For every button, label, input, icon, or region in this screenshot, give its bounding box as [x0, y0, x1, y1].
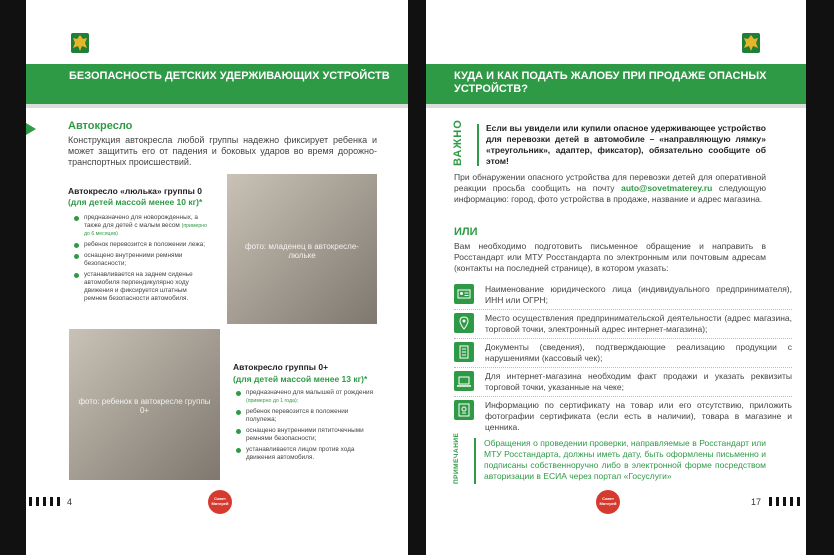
note-divider	[474, 438, 476, 484]
requirement-item	[454, 342, 792, 364]
appeal-paragraph: Вам необходимо подготовить письменное обращение и направить в Росстандарт или МТУ Росстандарта по электронным или почтовым адресам (контакты на последней странице), в котором указать:	[454, 241, 766, 273]
row-divider	[454, 309, 792, 310]
list-item	[72, 271, 210, 303]
list-item-text: ребенок перевозится в положении лежа;	[84, 241, 205, 248]
group0-list	[72, 214, 210, 306]
requirement-text: Место осуществления предпринимательской деятельности (адрес магазина, торговой точки, электронный адрес интернет-магазина);	[485, 313, 792, 334]
row-divider	[454, 367, 792, 368]
sovet-materey-logo	[596, 490, 620, 514]
right-header-title: КУДА И КАК ПОДАТЬ ЖАЛОБУ ПРИ ПРОДАЖЕ ОПАСНЫХ УСТРОЙСТВ?	[454, 70, 767, 95]
requirement-item	[454, 284, 792, 306]
requirement-item	[454, 313, 792, 335]
header-shadow	[426, 104, 806, 108]
report-text-before: При обнаружении опасного устройства для перевозки детей для оперативной реакции просьба сообщить на почту	[454, 172, 766, 193]
group0plus-title: Автокресло группы 0+	[233, 362, 329, 372]
sovet-materey-logo	[208, 490, 232, 514]
list-item-text: ребенок перевозится в положении полулежа;	[246, 408, 349, 423]
note-text: Обращения о проведении проверки, направляемые в Росстандарт или МТУ Росстандарта, должны иметь дату, быть оформлены письменно и подписаны собственноручно либо в электронной форме посредством авторизации в ЕСИА через портал «Госуслуги»	[484, 438, 766, 481]
left-header-title: БЕЗОПАСНОСТЬ ДЕТСКИХ УДЕРЖИВАЮЩИХ УСТРОЙСТВ	[69, 70, 390, 82]
page-marker-dots	[29, 497, 60, 506]
left-header-band	[26, 64, 408, 104]
or-label: ИЛИ	[454, 226, 478, 238]
page-number: 17	[751, 497, 762, 507]
list-item	[234, 408, 380, 424]
row-divider	[454, 396, 792, 397]
coat-of-arms-icon	[739, 31, 763, 57]
list-item	[72, 241, 210, 249]
rear-facing-seat-photo	[69, 329, 220, 480]
list-item	[234, 389, 380, 405]
laptop-icon	[454, 371, 474, 391]
list-item-note: (примерно до 6 месяцев)	[84, 223, 208, 237]
email-link[interactable]: auto@sovetmaterey.ru	[621, 183, 713, 193]
section-title: Автокресло	[68, 120, 133, 132]
report-paragraph	[454, 172, 766, 205]
list-item-text: предназначено для малышей от рождения	[246, 389, 374, 396]
requirement-text: Наименование юридического лица (индивидуального предпринимателя), ИНН или ОГРН;	[485, 284, 792, 305]
list-item	[72, 252, 210, 268]
note-label: ПРИМЕЧАНИЕ	[453, 432, 460, 484]
section-marker	[26, 123, 36, 135]
photo-placeholder-label: фото: младенец в автокресле-люльке	[245, 241, 359, 260]
important-label: ВАЖНО	[452, 119, 464, 166]
list-item-text: предназначено для новорожденных, а также для детей с малым весом	[84, 214, 198, 229]
report-text-after: следующую информацию: город, фото устройства в продаже, название и адрес магазина.	[454, 183, 766, 204]
list-item-note: (примерно до 1 года);	[246, 398, 299, 404]
page-marker-dots	[769, 497, 800, 506]
requirement-item	[454, 400, 792, 433]
location-pin-icon	[454, 313, 474, 333]
page-number: 4	[67, 497, 73, 507]
group0plus-subtitle: (для детей массой менее 13 кг)*	[233, 374, 368, 384]
important-divider	[477, 124, 479, 166]
list-item	[72, 214, 210, 238]
document-icon	[454, 342, 474, 362]
logo-text: Совет Матерей	[599, 496, 617, 506]
right-header-band	[426, 64, 806, 104]
group0-title: Автокресло «люлька» группы 0	[68, 186, 202, 196]
important-text: Если вы увидели или купили опасное удерживающее устройство для перевозки детей в автомобиле – «направляющую лямку» «треугольник», адаптер, фиксатор), обязательно сообщите об этом!	[486, 123, 766, 166]
requirement-text: Документы (сведения), подтверждающие реализацию продукции с нарушениями (кассовый чек);	[485, 342, 792, 363]
list-item-text: оснащено внутренними пятиточечными ремнями безопасности;	[246, 427, 364, 442]
logo-text: Совет Матерей	[211, 496, 229, 506]
list-item-text: устанавливается лицом против хода движения автомобиля.	[246, 446, 355, 461]
requirement-text: Информацию по сертификату на товар или его отсутствию, приложить фотографии сертификата (если есть в наличии), товара в магазине и ценника.	[485, 400, 792, 432]
group0plus-list	[234, 389, 380, 465]
infant-carrier-photo	[227, 174, 377, 324]
id-card-icon	[454, 284, 474, 304]
requirement-item	[454, 371, 792, 393]
photo-placeholder-label: фото: ребенок в автокресле группы 0+	[78, 396, 211, 415]
group0-subtitle: (для детей массой менее 10 кг)*	[68, 197, 203, 207]
requirement-text: Для интернет-магазина необходим факт продажи и указать реквизиты торговой точки, указанные на чеке;	[485, 371, 792, 392]
intro-text: Конструкция автокресла любой группы надежно фиксирует ребенка и может защитить его от падения и боковых ударов во время дорожно-транспортных происшествий.	[68, 135, 377, 167]
row-divider	[454, 338, 792, 339]
right-page	[426, 0, 806, 555]
list-item	[234, 427, 380, 443]
list-item-text: оснащено внутренними ремнями безопасности;	[84, 252, 183, 267]
header-shadow	[26, 104, 408, 108]
left-page	[26, 0, 408, 555]
certificate-icon	[454, 400, 474, 420]
list-item	[234, 446, 380, 462]
list-item-text: устанавливается на заднем сиденье автомобиля перпендикулярно ходу движения и фиксируется штатным ремнем безопасности автомобиля.	[84, 271, 193, 302]
coat-of-arms-icon	[68, 31, 92, 57]
